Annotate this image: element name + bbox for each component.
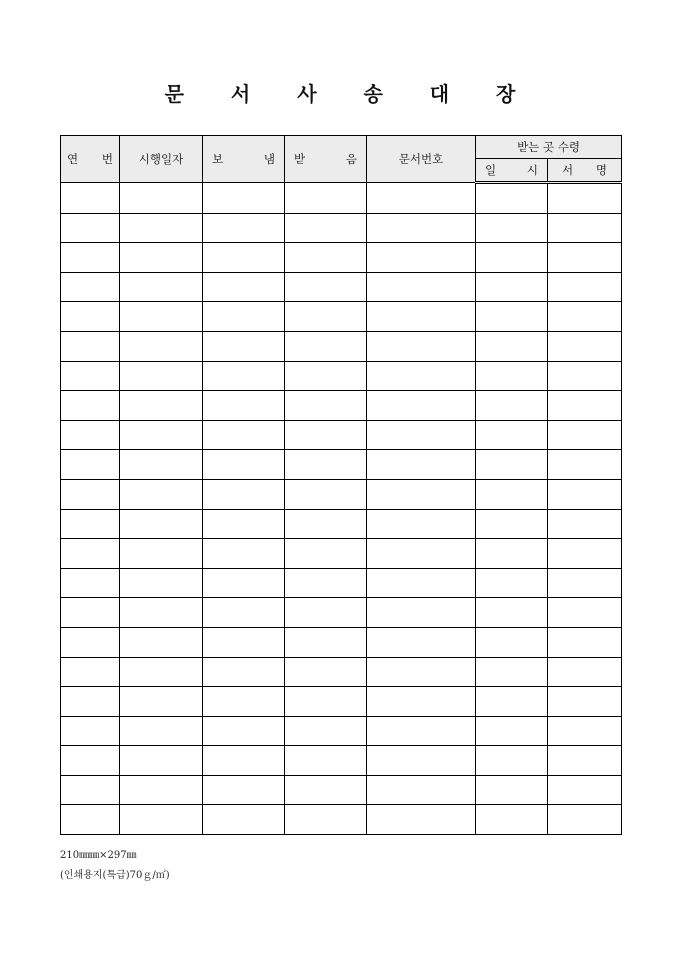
table-cell [61,539,120,569]
table-cell [203,716,285,746]
header-document-number: 문서번호 [367,136,476,183]
table-row [61,479,622,509]
table-cell [476,657,548,687]
table-cell [203,183,285,214]
table-cell [548,775,622,805]
table-cell [285,420,367,450]
table-cell [120,420,203,450]
header-serial: 연 번 [61,136,120,183]
table-cell [367,687,476,717]
table-cell [61,687,120,717]
table-cell [367,361,476,391]
table-cell [120,657,203,687]
table-row [61,183,622,214]
table-cell [548,598,622,628]
document-title: 문 서 사 송 대 장 [164,82,536,106]
table-cell [548,687,622,717]
header-receipt-group: 받는 곳 수령 [476,136,622,159]
table-cell [203,687,285,717]
table-cell [203,331,285,361]
table-row [61,568,622,598]
table-row [61,391,622,421]
table-cell [61,598,120,628]
table-cell [548,420,622,450]
table-cell [367,539,476,569]
table-cell [548,361,622,391]
table-row [61,716,622,746]
table-cell [476,598,548,628]
table-cell [120,775,203,805]
table-cell [61,627,120,657]
table-cell [285,687,367,717]
table-cell [120,539,203,569]
table-cell [61,272,120,302]
table-cell [285,775,367,805]
table-cell [476,805,548,835]
table-cell [476,539,548,569]
table-cell [285,479,367,509]
table-cell [120,361,203,391]
table-cell [476,331,548,361]
table-cell [61,450,120,480]
table-cell [367,213,476,243]
table-cell [367,627,476,657]
table-cell [285,627,367,657]
table-cell [548,302,622,332]
table-cell [203,627,285,657]
table-cell [367,509,476,539]
dispatch-ledger-table [60,135,622,835]
table-cell [548,509,622,539]
table-cell [285,657,367,687]
table-cell [203,805,285,835]
table-cell [285,331,367,361]
table-cell [476,479,548,509]
table-row [61,627,622,657]
table-cell [476,687,548,717]
table-cell [367,331,476,361]
table-cell [203,539,285,569]
table-cell [61,302,120,332]
table-cell [367,391,476,421]
table-row [61,509,622,539]
table-cell [120,450,203,480]
table-cell [285,272,367,302]
table-cell [285,450,367,480]
table-row [61,361,622,391]
header-receiver: 받 음 [285,136,367,183]
table-cell [548,243,622,273]
table-cell [120,391,203,421]
table-cell [203,509,285,539]
table-cell [476,509,548,539]
table-row [61,243,622,273]
table-cell [548,272,622,302]
table-cell [120,509,203,539]
table-cell [61,568,120,598]
table-cell [548,479,622,509]
table-cell [120,479,203,509]
table-cell [203,450,285,480]
table-cell [61,361,120,391]
table-cell [203,598,285,628]
table-cell [367,243,476,273]
table-cell [548,183,622,214]
table-cell [61,657,120,687]
table-cell [203,479,285,509]
table-cell [476,361,548,391]
table-cell [61,331,120,361]
table-cell [476,627,548,657]
table-cell [548,539,622,569]
table-cell [203,568,285,598]
table-cell [61,509,120,539]
table-cell [285,509,367,539]
header-issue-date: 시행일자 [120,136,203,183]
table-row [61,450,622,480]
table-cell [120,568,203,598]
table-row [61,657,622,687]
table-cell [203,746,285,776]
table-cell [61,213,120,243]
table-cell [120,213,203,243]
table-cell [367,746,476,776]
table-cell [203,657,285,687]
table-cell [476,716,548,746]
table-cell [367,272,476,302]
table-cell [367,183,476,214]
table-cell [285,361,367,391]
table-cell [367,420,476,450]
table-cell [548,716,622,746]
table-cell [367,302,476,332]
table-cell [61,775,120,805]
table-cell [548,213,622,243]
table-cell [476,213,548,243]
table-cell [285,716,367,746]
table-cell [285,213,367,243]
table-row [61,272,622,302]
table-cell [285,243,367,273]
table-cell [367,805,476,835]
table-cell [548,331,622,361]
table-cell [61,716,120,746]
table-cell [120,687,203,717]
table-cell [285,391,367,421]
table-row [61,331,622,361]
table-cell [285,302,367,332]
table-row [61,775,622,805]
table-cell [548,805,622,835]
table-cell [120,331,203,361]
table-cell [367,775,476,805]
table-cell [120,272,203,302]
table-cell [367,568,476,598]
paper-grade-note: (인쇄용지(특급)70ｇ/㎡) [60,870,170,881]
table-cell [476,272,548,302]
table-row [61,746,622,776]
table-row [61,539,622,569]
table-cell [61,243,120,273]
table-cell [61,420,120,450]
table-cell [285,805,367,835]
table-cell [285,598,367,628]
table-cell [548,450,622,480]
table-cell [120,598,203,628]
table-cell [476,568,548,598]
table-cell [120,716,203,746]
table-cell [285,746,367,776]
table-cell [203,272,285,302]
table-cell [61,479,120,509]
table-cell [367,716,476,746]
table-cell [120,746,203,776]
table-cell [476,746,548,776]
table-cell [203,420,285,450]
table-cell [203,302,285,332]
table-cell [476,450,548,480]
table-cell [285,568,367,598]
table-cell [548,746,622,776]
table-cell [367,479,476,509]
table-row [61,302,622,332]
table-row [61,687,622,717]
header-receipt-datetime: 일 시 [476,159,548,183]
table-cell [476,775,548,805]
table-cell [203,775,285,805]
table-cell [61,805,120,835]
table-cell [548,391,622,421]
table-cell [367,450,476,480]
table-cell [120,183,203,214]
table-cell [120,805,203,835]
table-cell [203,391,285,421]
table-cell [61,746,120,776]
table-cell [367,598,476,628]
table-row [61,213,622,243]
table-cell [476,420,548,450]
header-receipt-signature: 서 명 [548,159,622,183]
table-row [61,598,622,628]
table-cell [476,391,548,421]
table-cell [285,539,367,569]
table-row [61,805,622,835]
table-cell [548,657,622,687]
table-row [61,420,622,450]
table-cell [476,243,548,273]
table-cell [61,391,120,421]
table-cell [367,657,476,687]
table-cell [548,627,622,657]
paper-size-note: 210㎜㎜×297㎜ [60,850,137,861]
table-cell [203,213,285,243]
table-cell [285,183,367,214]
header-sender: 보 냄 [203,136,285,183]
table-cell [120,243,203,273]
table-cell [120,302,203,332]
table-cell [203,243,285,273]
table-cell [120,627,203,657]
table-cell [61,183,120,214]
table-cell [203,361,285,391]
table-cell [548,568,622,598]
table-cell [476,183,548,214]
table-cell [476,302,548,332]
